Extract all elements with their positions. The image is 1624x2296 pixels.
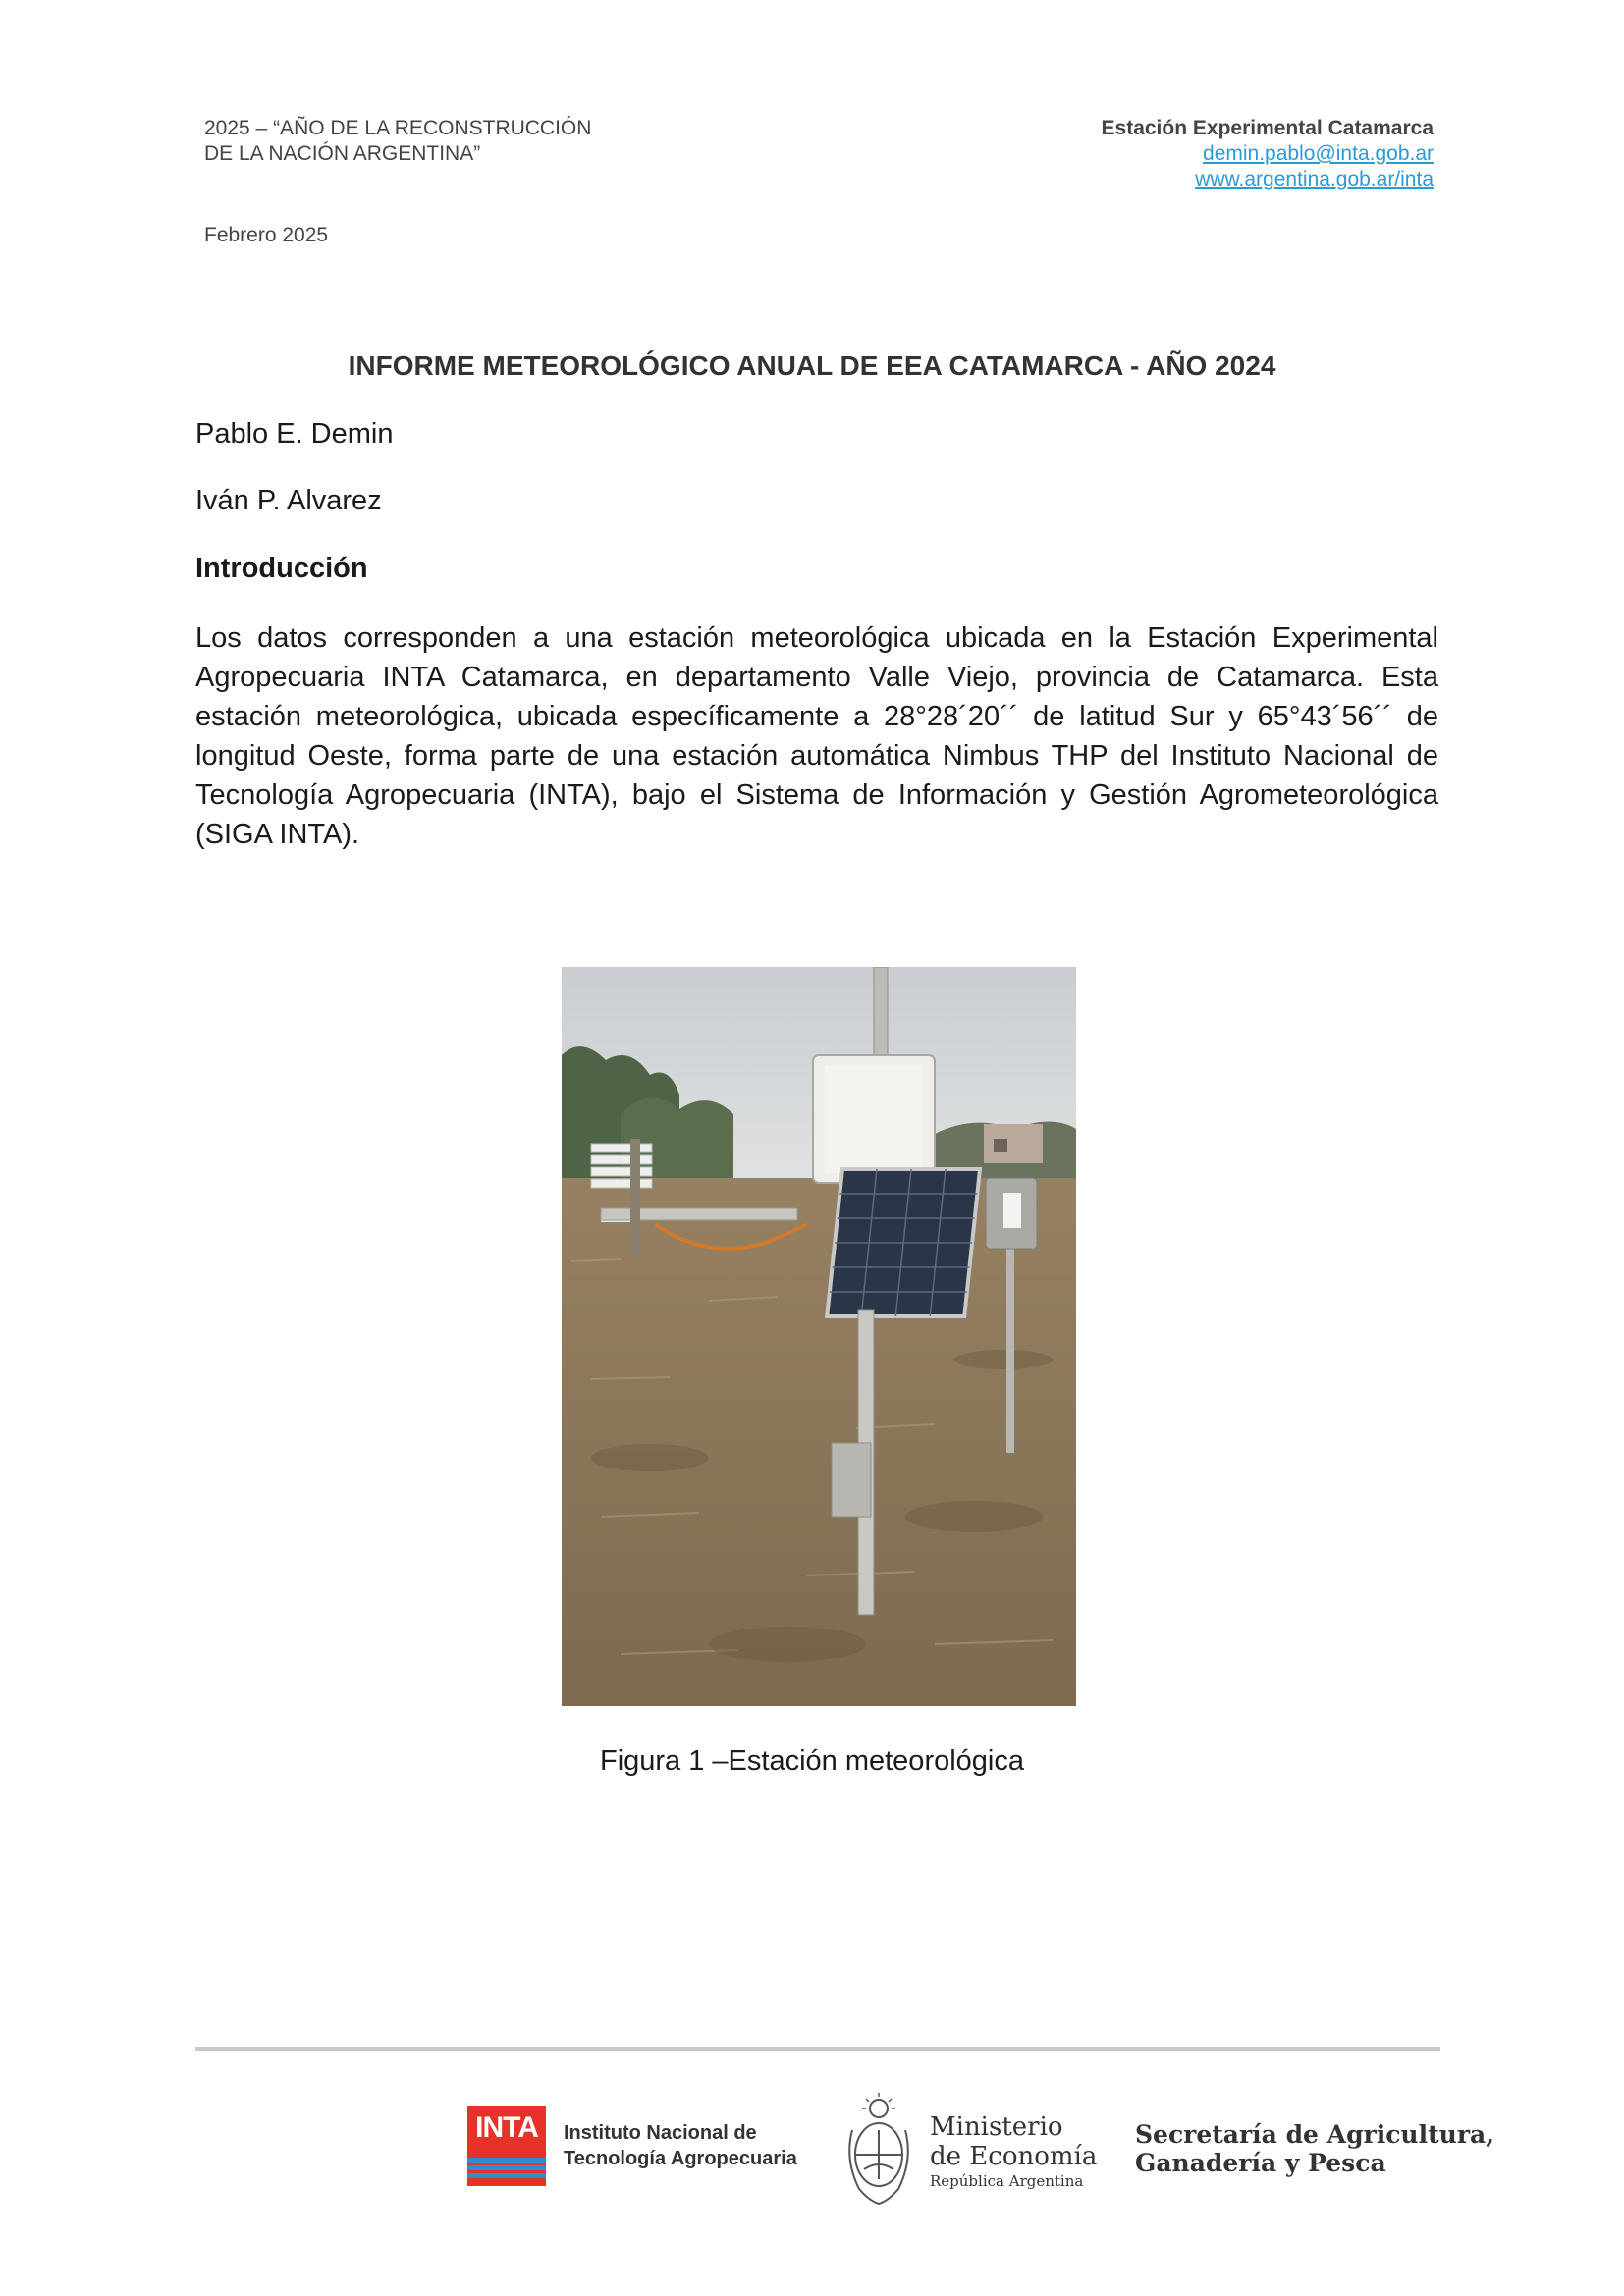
figure-caption: Figura 1 –Estación meteorológica	[599, 1745, 1024, 1777]
ministry-line-1: Ministerio	[930, 2112, 1063, 2142]
inta-logo-stripes	[467, 2155, 546, 2186]
intro-paragraph: Los datos corresponden a una estación meteorológica ubicada en la Estación Experimental Agropecuaria INTA Catamarca, en departamento Valle Viejo, provincia de Catamarca. Esta estación meteorológica, ubicada específicamente a 28°28´20´´ de latitud Sur y 65°43´56´´ de longitud Oeste, forma parte de una estación automática Nimbus THP del Instituto Nacional de Tecnología Agropecuaria (INTA), bajo el Sistema de Información y Gestión Agrometeorológica (SIGA INTA).	[195, 622, 1438, 850]
motto-line-2: DE LA NACIÓN ARGENTINA”	[204, 142, 481, 165]
author-2: Iván P. Alvarez	[195, 485, 382, 516]
report-title: INFORME METEOROLÓGICO ANUAL DE EEA CATAMARCA - AÑO 2024	[348, 350, 1276, 381]
motto-line-1: 2025 – “AÑO DE LA RECONSTRUCCIÓN	[204, 117, 592, 139]
ministry-line-3: República Argentina	[930, 2172, 1084, 2190]
header-contact	[1102, 116, 1434, 192]
argentina-coat-of-arms-icon	[844, 2091, 913, 2216]
inta-name-line-1: Instituto Nacional de	[564, 2122, 757, 2144]
inta-logo	[467, 2106, 546, 2186]
inta-name-line-2: Tecnología Agropecuaria	[564, 2148, 797, 2169]
header-motto	[204, 116, 591, 167]
organization-name: Estación Experimental Catamarca	[1101, 117, 1434, 139]
document-date: Febrero 2025	[204, 224, 329, 246]
website-link[interactable]: www.argentina.gob.ar/inta	[1195, 168, 1434, 190]
section-heading-introduction: Introducción	[195, 553, 368, 584]
author-1: Pablo E. Demin	[195, 418, 394, 450]
secretariat-line-1: Secretaría de Agricultura,	[1135, 2120, 1494, 2149]
inta-logo-text: INTA	[475, 2111, 538, 2144]
footer-divider	[195, 2047, 1440, 2051]
weather-station-photo	[562, 967, 1076, 1706]
inta-name	[564, 2120, 797, 2171]
ministry-line-2: de Economía	[930, 2142, 1098, 2171]
secretariat-name	[1135, 2120, 1494, 2177]
email-link[interactable]: demin.pablo@inta.gob.ar	[1203, 142, 1434, 165]
ministry-name	[930, 2112, 1097, 2191]
secretariat-line-2: Ganadería y Pesca	[1135, 2149, 1386, 2177]
